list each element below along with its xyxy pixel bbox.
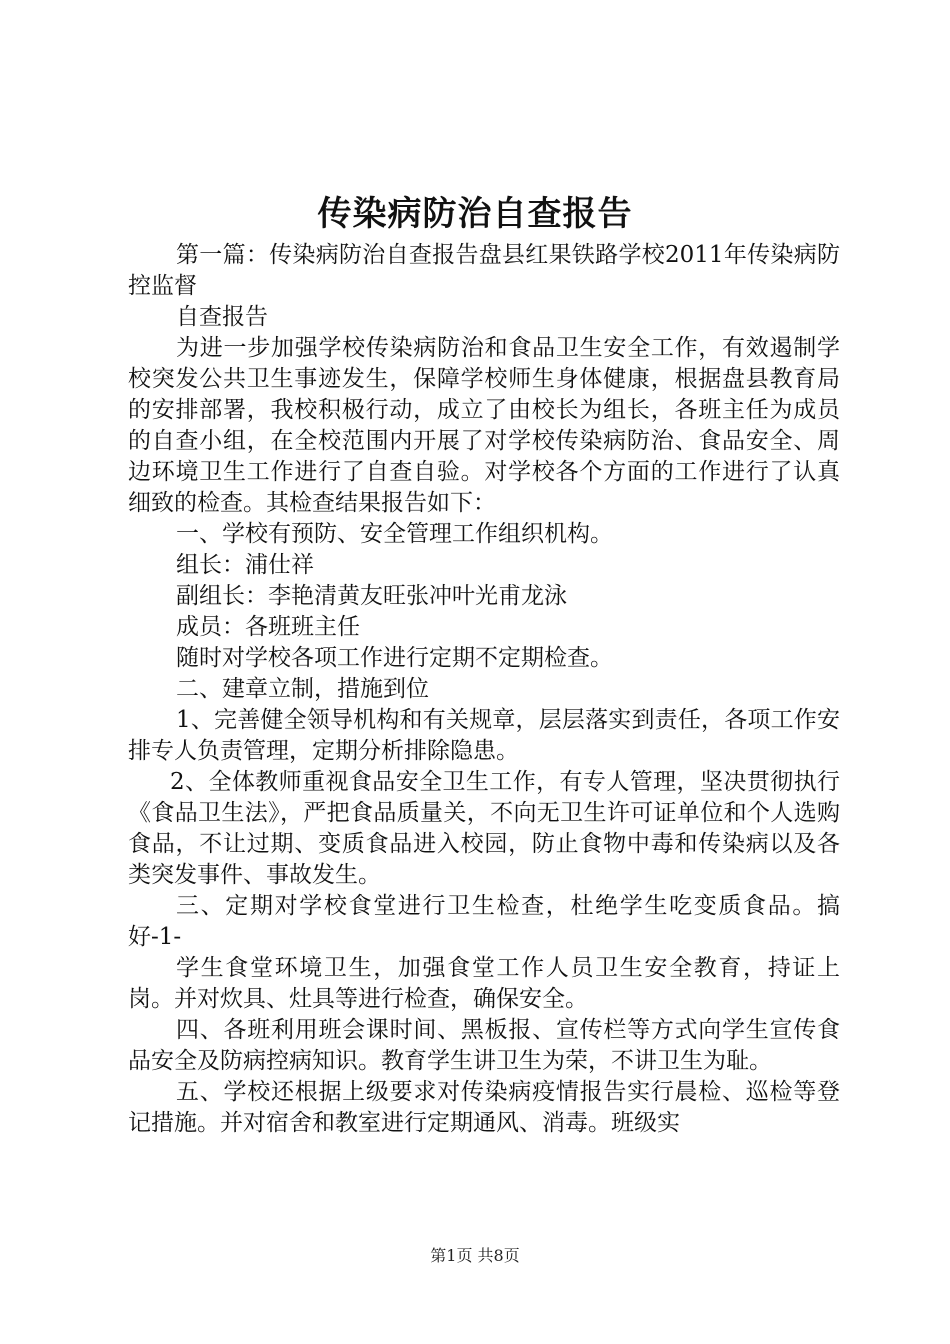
paragraph: 组长：浦仕祥 [176, 552, 314, 578]
paragraph: 一、学校有预防、安全管理工作组织机构。 [176, 521, 613, 547]
paragraph: 2、全体教师重视食品安全卫生工作，有专人管理，坚决贯彻执行《食品卫生法》，严把食品质量关，不向无卫生许可证单位和个人选购食品，不让过期、变质食品进入校园，防止食物中毒和传染病以及各类突发事件、事故发生。 [128, 769, 840, 888]
paragraph: 1、完善健全领导机构和有关规章，层层落实到责任，各项工作安排专人负责管理，定期分析排除隐患。 [128, 707, 840, 764]
paragraph: 学生食堂环境卫生，加强食堂工作人员卫生安全教育，持证上岗。并对炊具、灶具等进行检查，确保安全。 [128, 955, 840, 1012]
paragraph: 为进一步加强学校传染病防治和食品卫生安全工作，有效遏制学校突发公共卫生事迹发生，保障学校师生身体健康，根据盘县教育局的安排部署，我校积极行动，成立了由校长为组长，各班主任为成员的自查小组，在全校范围内开展了对学校传染病防治、食品安全、周边环境卫生工作进行了自查自验。对学校各个方面的工作进行了认真细致的检查。其检查结果报告如下： [128, 335, 840, 516]
paragraph: 随时对学校各项工作进行定期不定期检查。 [176, 645, 613, 671]
page-footer: 第1页 共8页 [430, 1246, 520, 1265]
paragraph: 四、各班利用班会课时间、黑板报、宣传栏等方式向学生宣传食品安全及防病控病知识。教育学生讲卫生为荣，不讲卫生为耻。 [128, 1017, 840, 1074]
paragraph: 第一篇：传染病防治自查报告盘县红果铁路学校2011年传染病防控监督 [128, 242, 840, 299]
paragraph: 五、学校还根据上级要求对传染病疫情报告实行晨检、巡检等登记措施。并对宿舍和教室进行定期通风、消毒。班级实 [128, 1079, 840, 1136]
document-body [128, 240, 840, 1139]
paragraph: 副组长：李艳清黄友旺张冲叶光甫龙泳 [176, 583, 567, 609]
paragraph: 三、定期对学校食堂进行卫生检查，杜绝学生吃变质食品。搞好-1- [128, 893, 840, 950]
paragraph: 成员：各班班主任 [176, 614, 360, 640]
document-title: 传染病防治自查报告 [317, 194, 633, 234]
paragraph: 二、建章立制，措施到位 [176, 676, 429, 702]
paragraph: 自查报告 [176, 304, 268, 330]
